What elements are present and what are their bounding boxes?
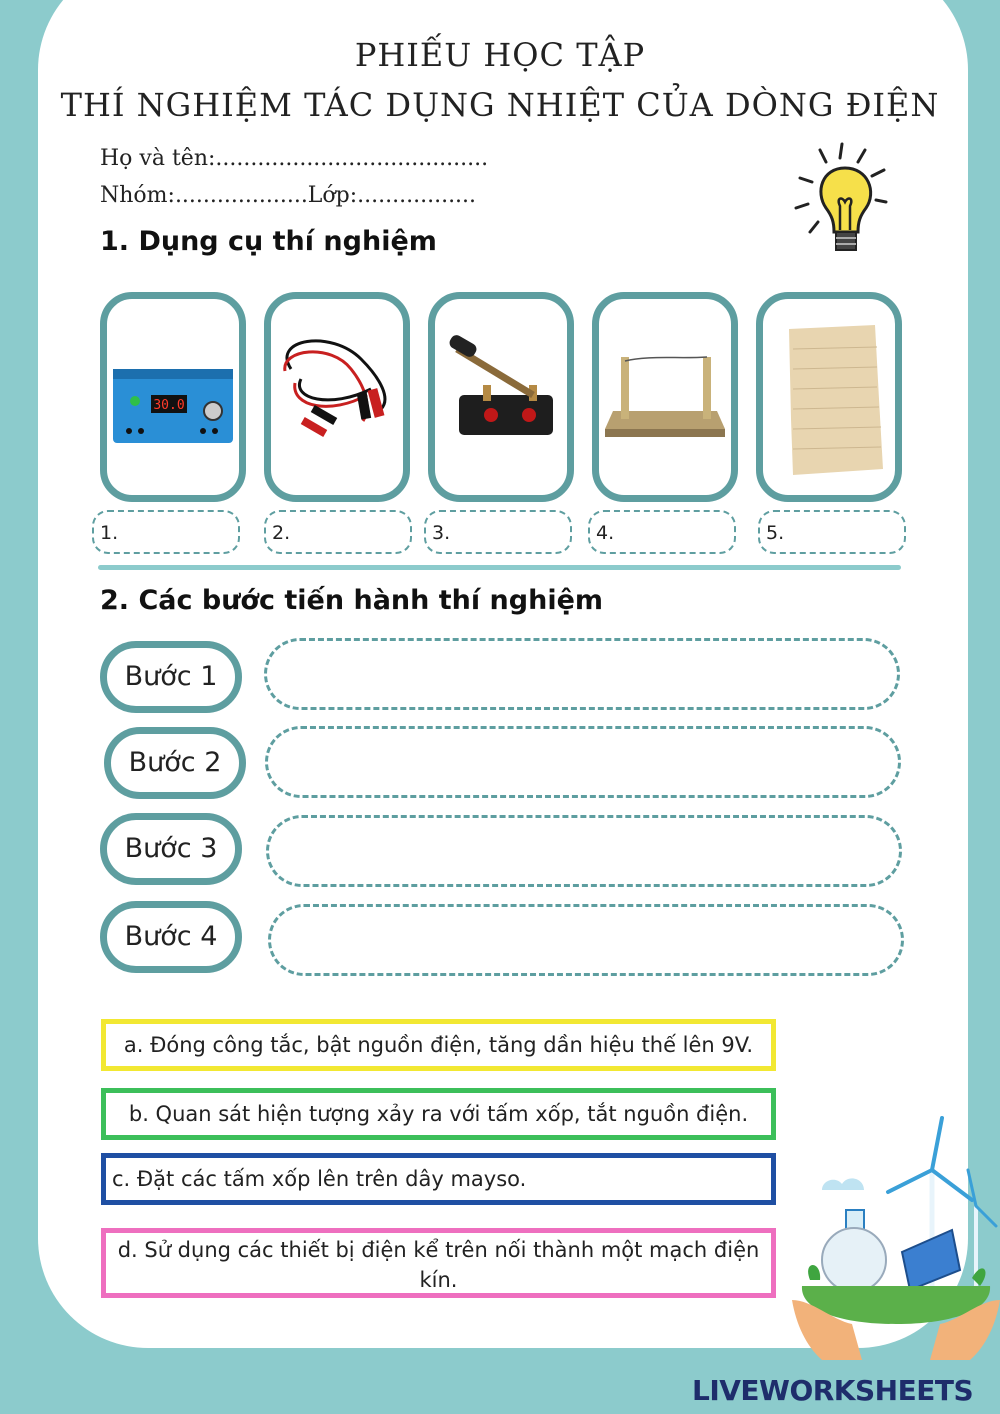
step-3-drop-zone[interactable] [266,815,902,887]
equipment-card-1 [100,292,246,502]
step-3-label: Bước 3 [100,813,242,885]
worksheet-title: PHIẾU HỌC TẬP [354,36,646,74]
step-1-label: Bước 1 [100,641,242,713]
power-supply-icon [107,299,239,495]
section1-heading: 1. Dụng cụ thí nghiệm [100,226,437,257]
renewable-energy-illustration [792,1110,1000,1380]
equipment-label-2[interactable]: 2. [264,510,412,554]
group-class-field: Nhóm:...................Lớp:................. [100,183,477,208]
equipment-label-5[interactable]: 5. [758,510,906,554]
resistance-wire-icon [599,299,731,495]
option-c-card[interactable]: c. Đặt các tấm xốp lên trên dây mayso. [101,1153,776,1205]
equipment-card-2 [264,292,410,502]
step-4-drop-zone[interactable] [268,904,904,976]
equipment-card-5 [756,292,902,502]
lightbulb-icon [790,140,900,265]
worksheet-subtitle: THÍ NGHIỆM TÁC DỤNG NHIỆT CỦA DÒNG ĐIỆN [60,86,940,124]
option-b-card[interactable]: b. Quan sát hiện tượng xảy ra với tấm xốp, tắt nguồn điện. [101,1088,776,1140]
test-leads-icon [271,299,403,495]
equipment-card-3 [428,292,574,502]
liveworksheets-logo: LIVEWORKSHEETS [692,1374,974,1407]
step-4-label: Bước 4 [100,901,242,973]
section-divider [98,565,901,570]
display-reading: 30.0 [153,398,185,413]
foam-sheet-icon [763,299,895,495]
step-2-label: Bước 2 [104,727,246,799]
equipment-label-1[interactable]: 1. [92,510,240,554]
student-name-field: Họ và tên:....................................... [100,146,489,171]
step-2-drop-zone[interactable] [265,726,901,798]
option-d-card[interactable]: d. Sử dụng các thiết bị điện kể trên nối thành một mạch điện kín. [101,1228,776,1298]
equipment-card-4 [592,292,738,502]
option-a-card[interactable]: a. Đóng công tắc, bật nguồn điện, tăng dần hiệu thế lên 9V. [101,1019,776,1071]
equipment-label-4[interactable]: 4. [588,510,736,554]
step-1-drop-zone[interactable] [264,638,900,710]
knife-switch-icon [435,299,567,495]
section2-heading: 2. Các bước tiến hành thí nghiệm [100,585,604,616]
equipment-label-3[interactable]: 3. [424,510,572,554]
